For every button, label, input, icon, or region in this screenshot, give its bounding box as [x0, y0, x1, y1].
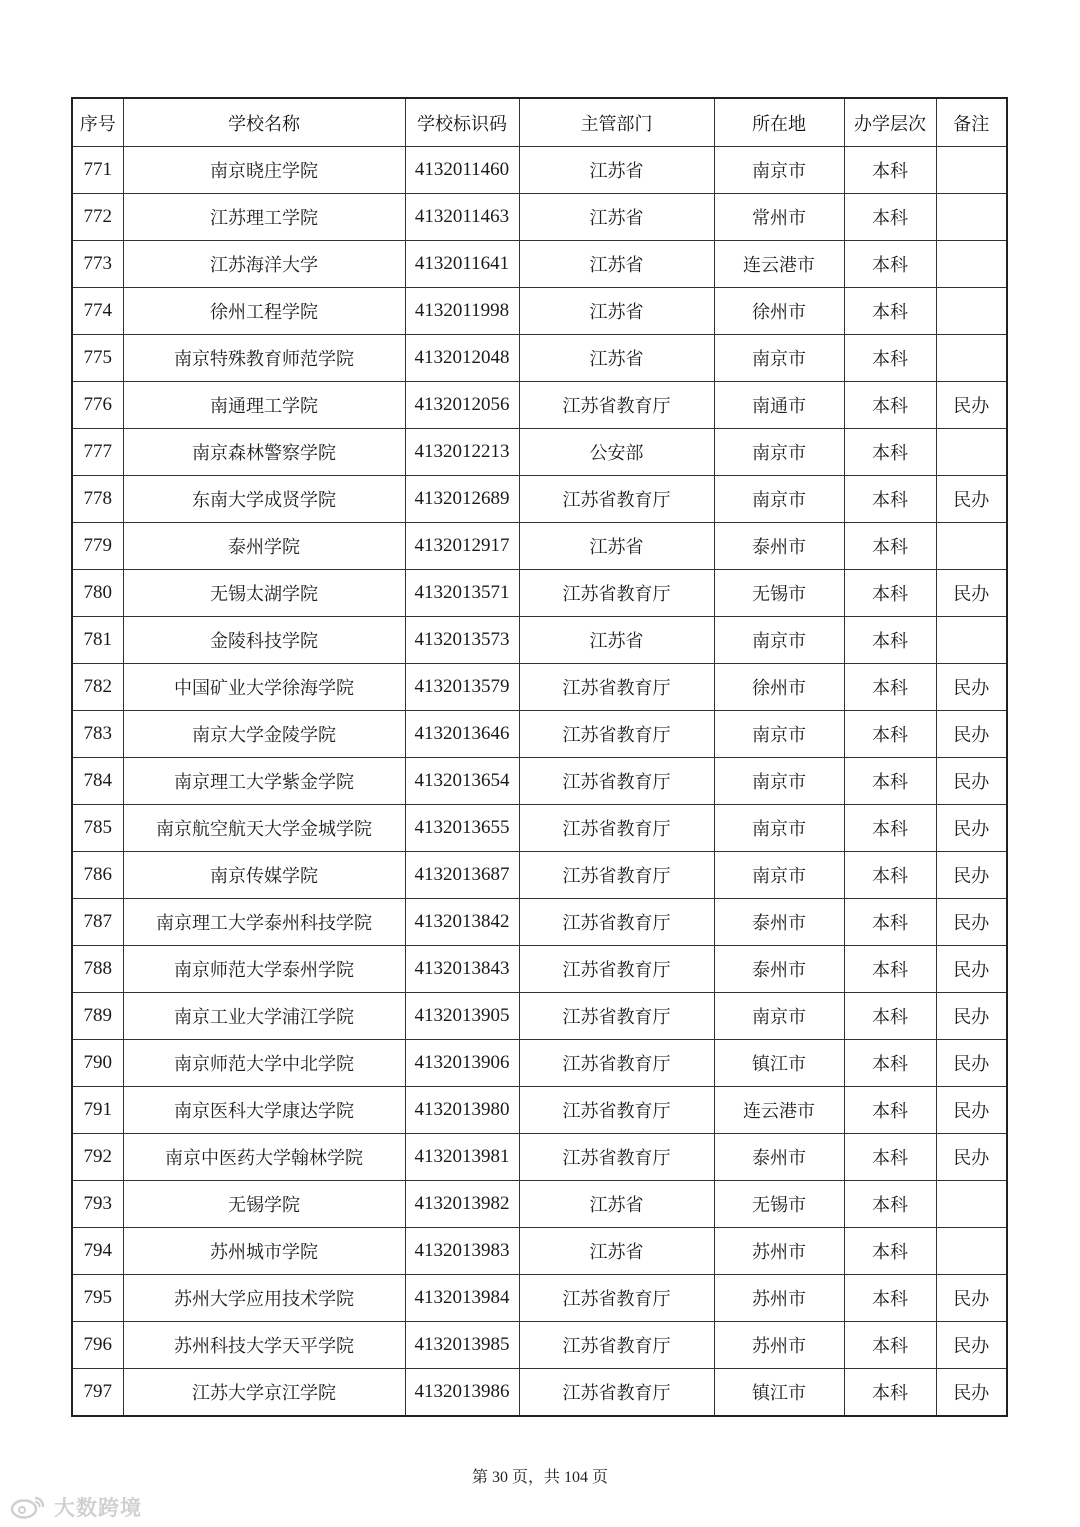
cell-level: 本科	[844, 335, 936, 382]
header-level: 办学层次	[844, 98, 936, 147]
cell-location: 南京市	[714, 147, 844, 194]
cell-level: 本科	[844, 805, 936, 852]
cell-remarks: 民办	[936, 805, 1007, 852]
cell-level: 本科	[844, 1134, 936, 1181]
header-authority: 主管部门	[519, 98, 714, 147]
cell-school-name: 泰州学院	[123, 523, 405, 570]
cell-school-name: 南京理工大学泰州科技学院	[123, 899, 405, 946]
cell-remarks: 民办	[936, 1134, 1007, 1181]
table-row	[72, 1134, 1007, 1181]
cell-school-code: 4132013843	[405, 946, 519, 993]
weibo-logo-icon	[8, 1494, 48, 1520]
table-row	[72, 1040, 1007, 1087]
school-list-table	[71, 97, 1008, 1417]
cell-level: 本科	[844, 1275, 936, 1322]
table-row	[72, 241, 1007, 288]
cell-remarks: 民办	[936, 1275, 1007, 1322]
cell-school-code: 4132013571	[405, 570, 519, 617]
header-remarks: 备注	[936, 98, 1007, 147]
cell-school-name: 徐州工程学院	[123, 288, 405, 335]
cell-school-code: 4132012689	[405, 476, 519, 523]
cell-remarks	[936, 147, 1007, 194]
cell-school-name: 江苏大学京江学院	[123, 1369, 405, 1417]
cell-school-code: 4132013842	[405, 899, 519, 946]
cell-index: 796	[72, 1322, 123, 1369]
cell-location: 苏州市	[714, 1228, 844, 1275]
table-row	[72, 147, 1007, 194]
table-row	[72, 1087, 1007, 1134]
cell-authority: 江苏省教育厅	[519, 570, 714, 617]
cell-level: 本科	[844, 1087, 936, 1134]
cell-authority: 江苏省	[519, 617, 714, 664]
cell-index: 790	[72, 1040, 123, 1087]
cell-school-name: 中国矿业大学徐海学院	[123, 664, 405, 711]
cell-index: 785	[72, 805, 123, 852]
cell-index: 787	[72, 899, 123, 946]
table-row	[72, 617, 1007, 664]
cell-school-name: 南京工业大学浦江学院	[123, 993, 405, 1040]
cell-authority: 江苏省	[519, 1181, 714, 1228]
header-school-name: 学校名称	[123, 98, 405, 147]
table-row	[72, 899, 1007, 946]
cell-school-name: 南京师范大学中北学院	[123, 1040, 405, 1087]
cell-location: 苏州市	[714, 1322, 844, 1369]
header-location: 所在地	[714, 98, 844, 147]
cell-level: 本科	[844, 617, 936, 664]
cell-level: 本科	[844, 382, 936, 429]
cell-level: 本科	[844, 241, 936, 288]
cell-location: 泰州市	[714, 1134, 844, 1181]
cell-remarks	[936, 194, 1007, 241]
cell-index: 779	[72, 523, 123, 570]
cell-index: 789	[72, 993, 123, 1040]
cell-remarks	[936, 335, 1007, 382]
cell-authority: 江苏省	[519, 288, 714, 335]
cell-remarks: 民办	[936, 1322, 1007, 1369]
cell-school-code: 4132013655	[405, 805, 519, 852]
cell-school-name: 无锡学院	[123, 1181, 405, 1228]
cell-school-code: 4132011641	[405, 241, 519, 288]
table-row	[72, 993, 1007, 1040]
cell-authority: 江苏省	[519, 194, 714, 241]
cell-location: 南京市	[714, 758, 844, 805]
cell-index: 772	[72, 194, 123, 241]
cell-school-code: 4132013646	[405, 711, 519, 758]
cell-remarks	[936, 1228, 1007, 1275]
table-row	[72, 382, 1007, 429]
cell-index: 797	[72, 1369, 123, 1417]
cell-authority: 江苏省教育厅	[519, 899, 714, 946]
cell-school-code: 4132013981	[405, 1134, 519, 1181]
cell-location: 南京市	[714, 429, 844, 476]
cell-school-code: 4132011998	[405, 288, 519, 335]
cell-location: 无锡市	[714, 570, 844, 617]
cell-remarks: 民办	[936, 664, 1007, 711]
table-row	[72, 570, 1007, 617]
cell-authority: 江苏省	[519, 335, 714, 382]
cell-index: 771	[72, 147, 123, 194]
table-row	[72, 1275, 1007, 1322]
cell-remarks: 民办	[936, 852, 1007, 899]
cell-index: 784	[72, 758, 123, 805]
cell-school-name: 苏州科技大学天平学院	[123, 1322, 405, 1369]
watermark-text: 大数跨境	[54, 1496, 142, 1520]
cell-authority: 江苏省教育厅	[519, 946, 714, 993]
cell-index: 775	[72, 335, 123, 382]
cell-remarks	[936, 288, 1007, 335]
cell-index: 781	[72, 617, 123, 664]
cell-school-name: 南京师范大学泰州学院	[123, 946, 405, 993]
cell-remarks	[936, 617, 1007, 664]
cell-authority: 江苏省教育厅	[519, 1322, 714, 1369]
cell-authority: 江苏省教育厅	[519, 711, 714, 758]
cell-level: 本科	[844, 664, 936, 711]
cell-level: 本科	[844, 946, 936, 993]
table-row	[72, 805, 1007, 852]
cell-index: 791	[72, 1087, 123, 1134]
header-row	[72, 98, 1007, 147]
cell-school-code: 4132011463	[405, 194, 519, 241]
cell-location: 泰州市	[714, 946, 844, 993]
cell-location: 连云港市	[714, 241, 844, 288]
cell-school-name: 南京传媒学院	[123, 852, 405, 899]
cell-level: 本科	[844, 1322, 936, 1369]
cell-authority: 江苏省教育厅	[519, 993, 714, 1040]
cell-school-code: 4132013654	[405, 758, 519, 805]
cell-location: 南京市	[714, 805, 844, 852]
cell-index: 783	[72, 711, 123, 758]
table-row	[72, 523, 1007, 570]
cell-level: 本科	[844, 476, 936, 523]
cell-index: 773	[72, 241, 123, 288]
table-row	[72, 758, 1007, 805]
cell-location: 泰州市	[714, 523, 844, 570]
table-row	[72, 664, 1007, 711]
cell-location: 南京市	[714, 993, 844, 1040]
cell-school-name: 苏州大学应用技术学院	[123, 1275, 405, 1322]
cell-remarks: 民办	[936, 1040, 1007, 1087]
cell-level: 本科	[844, 1181, 936, 1228]
cell-index: 778	[72, 476, 123, 523]
cell-authority: 江苏省教育厅	[519, 382, 714, 429]
cell-school-code: 4132013983	[405, 1228, 519, 1275]
cell-school-name: 南通理工学院	[123, 382, 405, 429]
cell-school-name: 南京理工大学紫金学院	[123, 758, 405, 805]
cell-index: 793	[72, 1181, 123, 1228]
cell-level: 本科	[844, 147, 936, 194]
page-number: 第 30 页，共 104 页	[471, 1469, 608, 1486]
cell-school-name: 南京晓庄学院	[123, 147, 405, 194]
cell-location: 镇江市	[714, 1040, 844, 1087]
cell-index: 786	[72, 852, 123, 899]
cell-school-code: 4132012917	[405, 523, 519, 570]
table-row	[72, 1322, 1007, 1369]
cell-school-name: 南京航空航天大学金城学院	[123, 805, 405, 852]
cell-school-name: 南京特殊教育师范学院	[123, 335, 405, 382]
cell-location: 南京市	[714, 711, 844, 758]
cell-authority: 江苏省	[519, 147, 714, 194]
cell-school-name: 金陵科技学院	[123, 617, 405, 664]
cell-index: 794	[72, 1228, 123, 1275]
cell-level: 本科	[844, 852, 936, 899]
cell-school-code: 4132012213	[405, 429, 519, 476]
cell-authority: 江苏省教育厅	[519, 476, 714, 523]
cell-remarks: 民办	[936, 758, 1007, 805]
header-school-code: 学校标识码	[405, 98, 519, 147]
table-row	[72, 1181, 1007, 1228]
cell-remarks: 民办	[936, 570, 1007, 617]
cell-remarks	[936, 1181, 1007, 1228]
cell-school-code: 4132013573	[405, 617, 519, 664]
cell-level: 本科	[844, 288, 936, 335]
cell-remarks: 民办	[936, 946, 1007, 993]
cell-school-name: 南京中医药大学翰林学院	[123, 1134, 405, 1181]
cell-authority: 江苏省教育厅	[519, 1275, 714, 1322]
cell-location: 泰州市	[714, 899, 844, 946]
watermark	[8, 1492, 142, 1522]
cell-index: 792	[72, 1134, 123, 1181]
cell-location: 徐州市	[714, 288, 844, 335]
cell-school-code: 4132013982	[405, 1181, 519, 1228]
cell-remarks: 民办	[936, 1087, 1007, 1134]
table-row	[72, 1369, 1007, 1417]
cell-level: 本科	[844, 899, 936, 946]
cell-authority: 江苏省教育厅	[519, 1087, 714, 1134]
cell-level: 本科	[844, 1369, 936, 1417]
cell-remarks: 民办	[936, 1369, 1007, 1417]
cell-authority: 江苏省教育厅	[519, 1134, 714, 1181]
header-index: 序号	[72, 98, 123, 147]
table-row	[72, 852, 1007, 899]
cell-school-code: 4132013906	[405, 1040, 519, 1087]
cell-level: 本科	[844, 1040, 936, 1087]
cell-remarks	[936, 429, 1007, 476]
cell-remarks: 民办	[936, 711, 1007, 758]
cell-remarks	[936, 241, 1007, 288]
cell-location: 苏州市	[714, 1275, 844, 1322]
cell-school-code: 4132013985	[405, 1322, 519, 1369]
cell-authority: 江苏省教育厅	[519, 664, 714, 711]
cell-school-name: 南京大学金陵学院	[123, 711, 405, 758]
cell-school-code: 4132013905	[405, 993, 519, 1040]
cell-school-name: 南京森林警察学院	[123, 429, 405, 476]
cell-authority: 江苏省教育厅	[519, 805, 714, 852]
cell-school-name: 南京医科大学康达学院	[123, 1087, 405, 1134]
cell-school-name: 江苏理工学院	[123, 194, 405, 241]
table-row	[72, 1228, 1007, 1275]
cell-school-name: 无锡太湖学院	[123, 570, 405, 617]
cell-location: 南京市	[714, 476, 844, 523]
cell-location: 无锡市	[714, 1181, 844, 1228]
cell-authority: 公安部	[519, 429, 714, 476]
cell-index: 777	[72, 429, 123, 476]
cell-remarks	[936, 523, 1007, 570]
cell-location: 徐州市	[714, 664, 844, 711]
cell-school-code: 4132013986	[405, 1369, 519, 1417]
cell-school-code: 4132012056	[405, 382, 519, 429]
cell-location: 南通市	[714, 382, 844, 429]
table-row	[72, 711, 1007, 758]
cell-location: 镇江市	[714, 1369, 844, 1417]
table-row	[72, 429, 1007, 476]
cell-level: 本科	[844, 570, 936, 617]
cell-authority: 江苏省教育厅	[519, 1369, 714, 1417]
cell-location: 南京市	[714, 617, 844, 664]
cell-school-code: 4132012048	[405, 335, 519, 382]
cell-index: 782	[72, 664, 123, 711]
cell-remarks: 民办	[936, 899, 1007, 946]
table-row	[72, 946, 1007, 993]
cell-school-name: 东南大学成贤学院	[123, 476, 405, 523]
cell-index: 780	[72, 570, 123, 617]
table-row	[72, 476, 1007, 523]
cell-remarks: 民办	[936, 476, 1007, 523]
cell-school-code: 4132013984	[405, 1275, 519, 1322]
cell-index: 795	[72, 1275, 123, 1322]
cell-remarks: 民办	[936, 993, 1007, 1040]
cell-level: 本科	[844, 1228, 936, 1275]
cell-school-code: 4132013579	[405, 664, 519, 711]
cell-authority: 江苏省	[519, 241, 714, 288]
table-row	[72, 194, 1007, 241]
cell-location: 南京市	[714, 852, 844, 899]
cell-location: 常州市	[714, 194, 844, 241]
cell-school-name: 苏州城市学院	[123, 1228, 405, 1275]
cell-school-code: 4132013687	[405, 852, 519, 899]
cell-authority: 江苏省	[519, 1228, 714, 1275]
cell-remarks: 民办	[936, 382, 1007, 429]
table-row	[72, 288, 1007, 335]
cell-index: 788	[72, 946, 123, 993]
cell-authority: 江苏省教育厅	[519, 758, 714, 805]
table-row	[72, 335, 1007, 382]
cell-authority: 江苏省	[519, 523, 714, 570]
cell-school-code: 4132013980	[405, 1087, 519, 1134]
cell-location: 南京市	[714, 335, 844, 382]
cell-school-name: 江苏海洋大学	[123, 241, 405, 288]
cell-authority: 江苏省教育厅	[519, 1040, 714, 1087]
cell-index: 776	[72, 382, 123, 429]
cell-level: 本科	[844, 194, 936, 241]
cell-index: 774	[72, 288, 123, 335]
cell-level: 本科	[844, 711, 936, 758]
cell-level: 本科	[844, 993, 936, 1040]
cell-level: 本科	[844, 429, 936, 476]
cell-school-code: 4132011460	[405, 147, 519, 194]
cell-level: 本科	[844, 523, 936, 570]
cell-authority: 江苏省教育厅	[519, 852, 714, 899]
table-container	[71, 97, 1006, 1417]
cell-level: 本科	[844, 758, 936, 805]
cell-location: 连云港市	[714, 1087, 844, 1134]
